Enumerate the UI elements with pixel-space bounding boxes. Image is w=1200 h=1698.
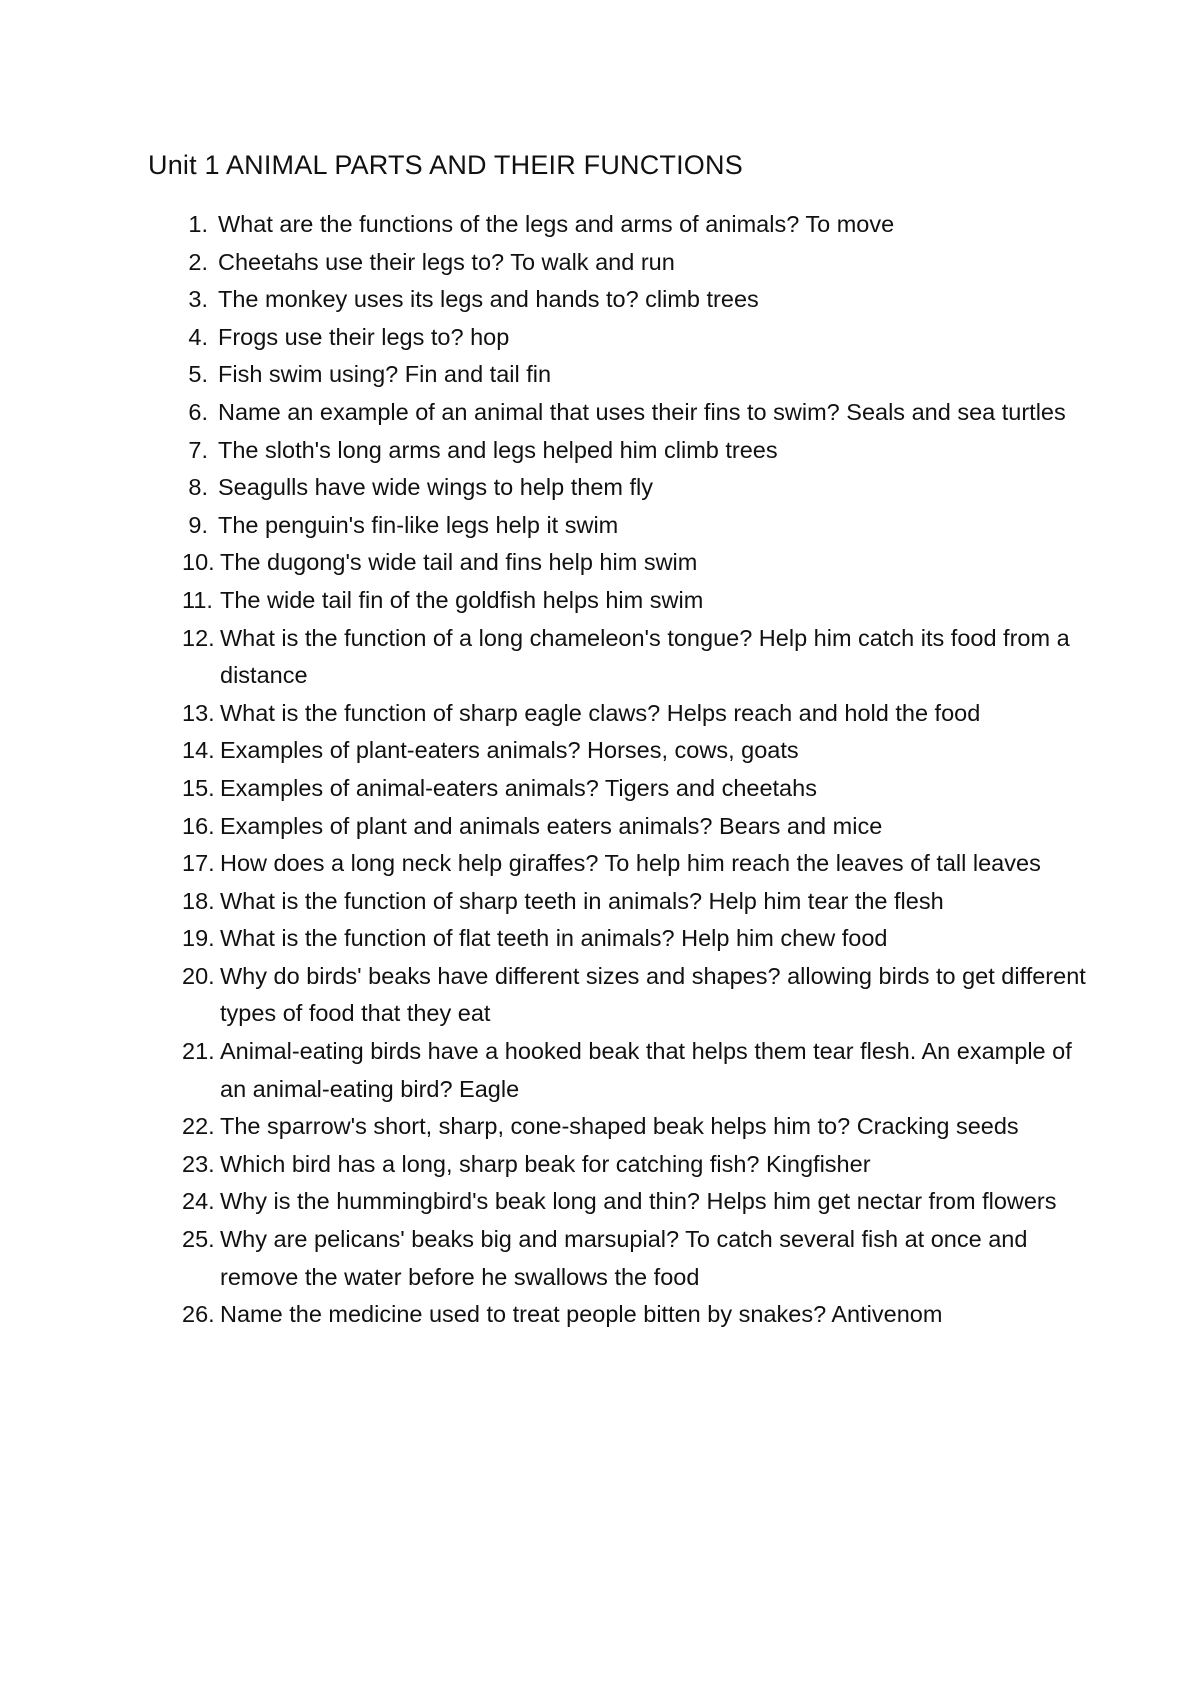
- list-item: [148, 432, 1088, 470]
- question-answer-list: [148, 206, 1088, 1334]
- list-item: [148, 808, 1088, 846]
- list-item: [148, 620, 1088, 695]
- item-text: What is the function of sharp teeth in animals? Help him tear the flesh: [220, 887, 944, 914]
- item-number: 10.: [182, 549, 215, 576]
- item-number: 8.: [188, 474, 208, 501]
- item-number: 24.: [182, 1188, 215, 1215]
- item-number: 9.: [188, 511, 208, 538]
- item-text: The wide tail fin of the goldfish helps him swim: [220, 586, 704, 613]
- item-text: Why is the hummingbird's beak long and thin? Helps him get nectar from flowers: [220, 1188, 1057, 1215]
- list-item: [148, 1296, 1088, 1334]
- item-number: 18.: [182, 887, 215, 914]
- item-text: Frogs use their legs to? hop: [218, 323, 510, 350]
- list-item: [148, 244, 1088, 282]
- item-number: 2.: [188, 248, 208, 275]
- list-item: [148, 206, 1088, 244]
- page-title: Unit 1 ANIMAL PARTS AND THEIR FUNCTIONS: [148, 150, 743, 180]
- list-item: [148, 1221, 1088, 1296]
- item-number: 12.: [182, 624, 215, 651]
- item-text: The sparrow's short, sharp, cone-shaped beak helps him to? Cracking seeds: [220, 1113, 1019, 1140]
- list-item: [148, 469, 1088, 507]
- list-item: [148, 319, 1088, 357]
- item-text: The monkey uses its legs and hands to? climb trees: [218, 286, 759, 313]
- item-number: 25.: [182, 1226, 215, 1253]
- item-text: Which bird has a long, sharp beak for catching fish? Kingfisher: [220, 1150, 871, 1177]
- item-text: The penguin's fin-like legs help it swim: [218, 511, 619, 538]
- item-number: 21.: [182, 1038, 215, 1065]
- item-text: Name the medicine used to treat people bitten by snakes? Antivenom: [220, 1301, 943, 1328]
- item-text: Seagulls have wide wings to help them fly: [218, 474, 653, 501]
- item-number: 13.: [182, 699, 215, 726]
- item-text: Examples of plant-eaters animals? Horses, cows, goats: [220, 737, 799, 764]
- item-text: The sloth's long arms and legs helped him climb trees: [218, 436, 778, 463]
- list-item: [148, 356, 1088, 394]
- list-item: [148, 507, 1088, 545]
- item-number: 4.: [188, 323, 208, 350]
- item-number: 16.: [182, 812, 215, 839]
- item-text: Examples of animal-eaters animals? Tigers and cheetahs: [220, 774, 817, 801]
- list-item: [148, 1146, 1088, 1184]
- item-number: 11.: [182, 586, 213, 613]
- item-number: 7.: [188, 436, 208, 463]
- item-text: Fish swim using? Fin and tail fin: [218, 361, 552, 388]
- list-item: [148, 732, 1088, 770]
- item-number: 17.: [182, 850, 215, 877]
- item-number: 14.: [182, 737, 215, 764]
- list-item: [148, 1033, 1088, 1108]
- item-text: What are the functions of the legs and arms of animals? To move: [218, 211, 895, 237]
- item-text: What is the function of flat teeth in animals? Help him chew food: [220, 925, 888, 952]
- item-number: 1.: [188, 211, 208, 237]
- list-item: [148, 281, 1088, 319]
- item-text: Animal-eating birds have a hooked beak that helps them tear flesh. An example of an animal-eating bird? Eagle: [220, 1038, 1072, 1102]
- item-number: 19.: [182, 925, 215, 952]
- item-number: 5.: [188, 361, 208, 388]
- list-item: [148, 845, 1088, 883]
- list-item: [148, 1108, 1088, 1146]
- item-number: 6.: [188, 398, 208, 425]
- list-item: [148, 582, 1088, 620]
- item-text: What is the function of sharp eagle claws? Helps reach and hold the food: [220, 699, 981, 726]
- list-item: [148, 695, 1088, 733]
- list-item: [148, 544, 1088, 582]
- list-item: [148, 1183, 1088, 1221]
- item-text: The dugong's wide tail and fins help him swim: [220, 549, 698, 576]
- item-text: How does a long neck help giraffes? To help him reach the leaves of tall leaves: [220, 850, 1041, 877]
- item-number: 3.: [188, 286, 208, 313]
- list-item: [148, 958, 1088, 1033]
- item-number: 22.: [182, 1113, 215, 1140]
- item-number: 26.: [182, 1301, 215, 1328]
- item-number: 15.: [182, 774, 215, 801]
- item-text: Cheetahs use their legs to? To walk and run: [218, 248, 675, 275]
- list-item: [148, 770, 1088, 808]
- item-text: What is the function of a long chameleon's tongue? Help him catch its food from a distance: [220, 624, 1070, 689]
- list-item: [148, 394, 1088, 432]
- item-text: Why are pelicans' beaks big and marsupial? To catch several fish at once and remove the water before he swallows the food: [220, 1226, 1028, 1290]
- item-text: Name an example of an animal that uses their fins to swim? Seals and sea turtles: [218, 398, 1066, 425]
- list-item: [148, 883, 1088, 921]
- item-text: Examples of plant and animals eaters animals? Bears and mice: [220, 812, 883, 839]
- item-text: Why do birds' beaks have different sizes and shapes? allowing birds to get different types of food that they eat: [220, 962, 1086, 1027]
- item-number: 23.: [182, 1150, 215, 1177]
- list-item: [148, 920, 1088, 958]
- item-number: 20.: [182, 962, 215, 989]
